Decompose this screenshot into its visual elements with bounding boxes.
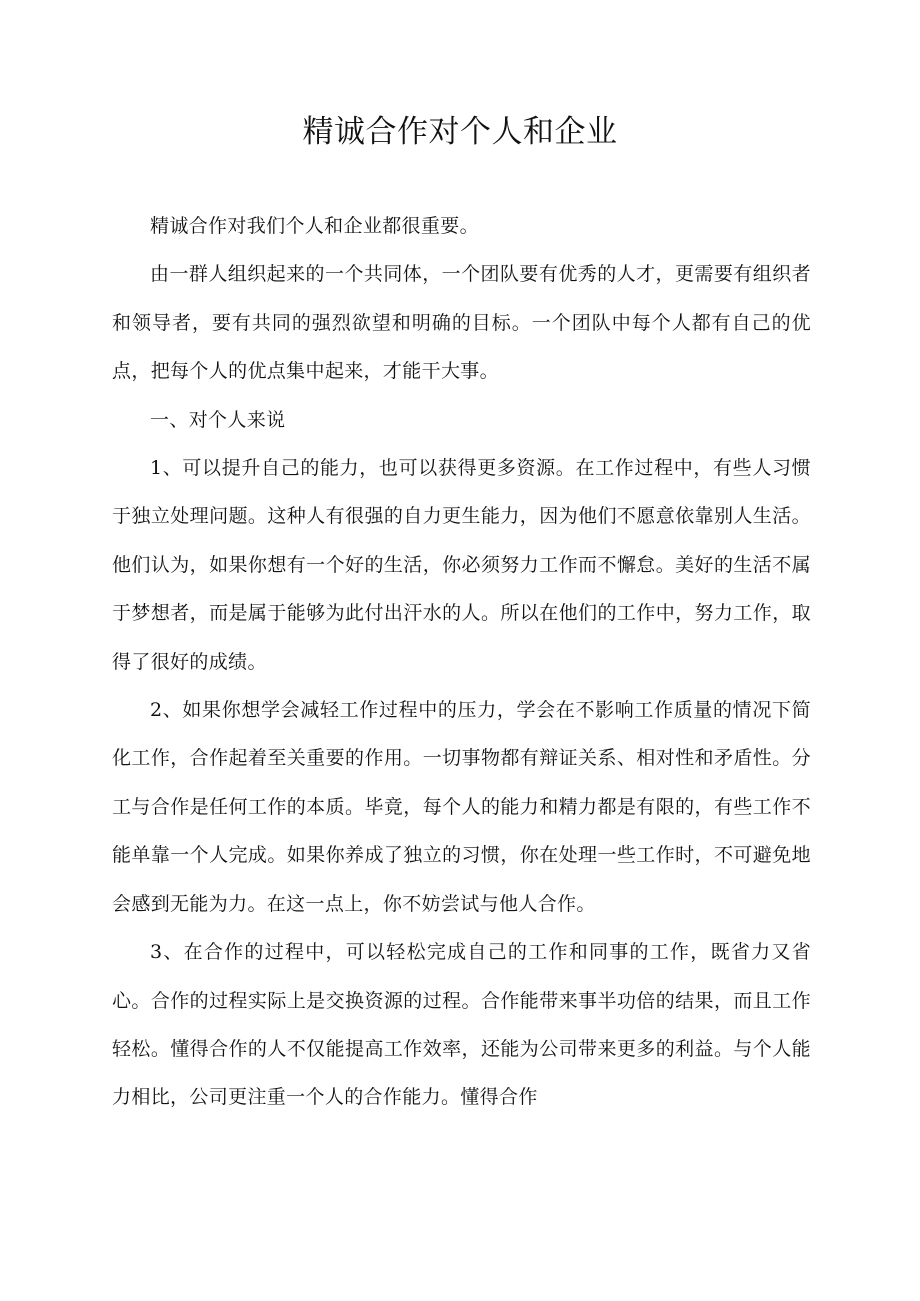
section-heading-individual: 一、对个人来说: [150, 408, 286, 431]
document-title: 精诚合作对个人和企业: [302, 114, 618, 150]
paragraph-team: 由一群人组织起来的一个共同体，一个团队要有优秀的人才，更需要有组织者和领导者，要有共同的强烈欲望和明确的目标。一个团队中每个人都有自己的优点，把每个人的优点集中起来，才能干大事。: [112, 263, 811, 383]
paragraph-point-3: 3、在合作的过程中，可以轻松完成自己的工作和同事的工作，既省力又省心。合作的过程实际上是交换资源的过程。合作能带来事半功倍的结果，而且工作轻松。懂得合作的人不仅能提高工作效率，还能为公司带来更多的利益。与个人能力相比，公司更注重一个人的合作能力。懂得合作: [112, 941, 811, 1109]
paragraph-point-2: 2、如果你想学会减轻工作过程中的压力，学会在不影响工作质量的情况下简化工作，合作起着至关重要的作用。一切事物都有辩证关系、相对性和矛盾性。分工与合作是任何工作的本质。毕竟，每个人的能力和精力都是有限的，有些工作不能单靠一个人完成。如果你养成了独立的习惯，你在处理一些工作时，不可避免地会感到无能为力。在这一点上，你不妨尝试与他人合作。: [112, 699, 811, 915]
document-body: [112, 202, 811, 1122]
paragraph-intro: 精诚合作对我们个人和企业都很重要。: [150, 215, 479, 237]
paragraph-point-1: 1、可以提升自己的能力，也可以获得更多资源。在工作过程中，有些人习惯于独立处理问题。这种人有很强的自力更生能力，因为他们不愿意依靠别人生活。他们认为，如果你想有一个好的生活，你必须努力工作而不懈怠。美好的生活不属于梦想者，而是属于能够为此付出汗水的人。所以在他们的工作中，努力工作，取得了很好的成绩。: [112, 457, 811, 673]
